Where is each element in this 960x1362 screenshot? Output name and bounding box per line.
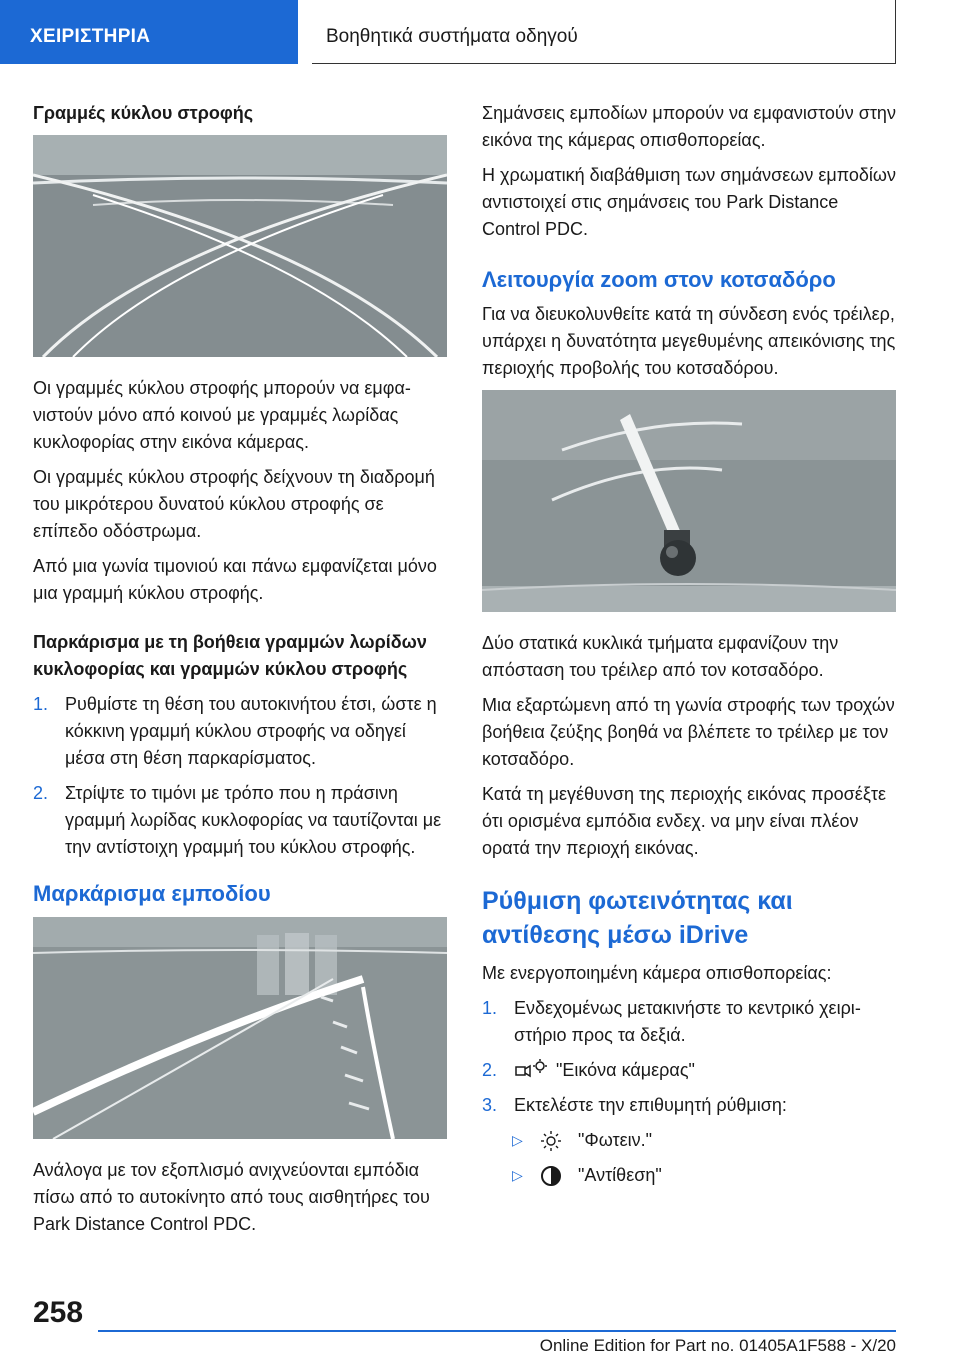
turning-lines-image: [33, 135, 447, 357]
hitch-zoom-image: [482, 390, 896, 612]
footer-divider: [98, 1330, 896, 1332]
brightness-icon: [540, 1130, 562, 1152]
parking-steps: [33, 691, 447, 861]
paragraph: Ανάλογα με τον εξοπλισμό ανιχνεύονται εμπόδια πίσω από το αυτοκίνητο από τους αισθητήρες του Park Distance Control PDC.: [33, 1160, 430, 1234]
section-title: ΧΕΙΡΙΣΤΗΡΙΑ: [30, 26, 151, 47]
paragraph: Σημάνσεις εμποδίων μπορούν να εμφανιστούν στην εικόνα της κάμερας οπισθοπορείας.: [482, 103, 896, 150]
heading-parking: Παρκάρισμα με τη βοήθεια γραμμών λωρίδων κυκλοφορίας και γραμμών κύκλου στροφής: [33, 632, 427, 679]
heading-zoom: Λειτουργία zoom στον κοτσαδόρο: [482, 267, 836, 292]
right-column: [482, 100, 896, 1197]
list-item: ▷ "Φωτειν.": [512, 1130, 653, 1150]
list-item: ▷ "Αντίθεση": [512, 1165, 662, 1185]
obstacle-marking-image: [33, 917, 447, 1139]
camera-settings-icon: [514, 1058, 548, 1080]
heading-obstacle-marking: Μαρκάρισμα εμποδίου: [33, 881, 271, 906]
list-item: 3. Εκτελέστε την επιθυμητή ρύθμιση:: [482, 1095, 787, 1115]
paragraph: Οι γραμμές κύκλου στροφής δείχνουν τη διαδρομή του μικρότερου δυνατού κύκλου στροφής σε επίπεδο οδόστρωμα.: [33, 467, 435, 541]
paragraph: Από μια γωνία τιμονιού και πάνω εμφανίζεται μόνο μια γραμμή κύκλου στροφής.: [33, 556, 437, 603]
contrast-icon: [540, 1165, 562, 1187]
setting-options: [512, 1127, 896, 1189]
paragraph: Δύο στατικά κυκλικά τμήματα εμφανίζουν την απόσταση του τρέιλερ από τον κοτσαδόρο.: [482, 633, 839, 680]
list-item: 2. "Εικόνα κάμερας": [482, 1060, 695, 1080]
list-item: 2. Στρίψτε το τιμόνι με τρόπο που η πράσινη γραμμή λωρίδας κυκλοφορίας να ταυτίζονται με την αντίστοιχη γραμμή του κύκλου στροφής.: [33, 783, 442, 857]
paragraph: Με ενεργοποιημένη κάμερα οπισθοπορείας:: [482, 963, 832, 983]
footer-edition: Online Edition for Part no. 01405A1F588 - X/20: [539, 1336, 896, 1355]
paragraph: Μια εξαρτώμενη από τη γωνία στροφής των τροχών βοήθεια ζεύξης βοηθά να βλέπετε το τρέιλερ με τον κοτσαδόρο.: [482, 695, 895, 769]
list-item: 1. Ενδεχομένως μετακινήστε το κεντρικό χειριστήριο προς τα δεξιά.: [482, 998, 861, 1045]
section-tab: [0, 0, 298, 64]
page-number: 258: [33, 1296, 84, 1329]
brightness-steps: [482, 995, 896, 1119]
chapter-header: [312, 0, 896, 64]
paragraph: Οι γραμμές κύκλου στροφής μπορούν να εμφανιστούν μόνο από κοινού με γραμμές λωρίδας κυκλοφορίας στην εικόνα κάμερας.: [33, 378, 411, 452]
paragraph: Για να διευκολυνθείτε κατά τη σύνδεση ενός τρέιλερ, υπάρχει η δυνατότητα μεγεθυμένης απεικόνισης της περιοχής προβολής του κοτσαδόρου.: [482, 304, 896, 378]
list-item: 1. Ρυθμίστε τη θέση του αυτοκινήτου έτσι, ώστε η κόκκινη γραμμή κύκλου στροφής να οδηγεί μέσα στη θέση παρκαρίσματος.: [33, 694, 437, 768]
chapter-title: Βοηθητικά συστήματα οδηγού: [326, 26, 578, 47]
left-column: [33, 100, 447, 1246]
paragraph: Κατά τη μεγέθυνση της περιοχής εικόνας προσέξτε ότι ορισμένα εμπόδια ενδεχ. να μην είναι πλέον ορατά την περιοχή εικόνας.: [482, 784, 887, 858]
heading-brightness: Ρύθμιση φωτεινότητας και αντίθεσης μέσω iDrive: [482, 887, 793, 949]
heading-turning-lines: Γραμμές κύκλου στροφής: [33, 103, 254, 123]
paragraph: Η χρωματική διαβάθμιση των σημάνσεων εμποδίων αντιστοιχεί στις σημάνσεις του Park Distance Control PDC.: [482, 165, 896, 239]
